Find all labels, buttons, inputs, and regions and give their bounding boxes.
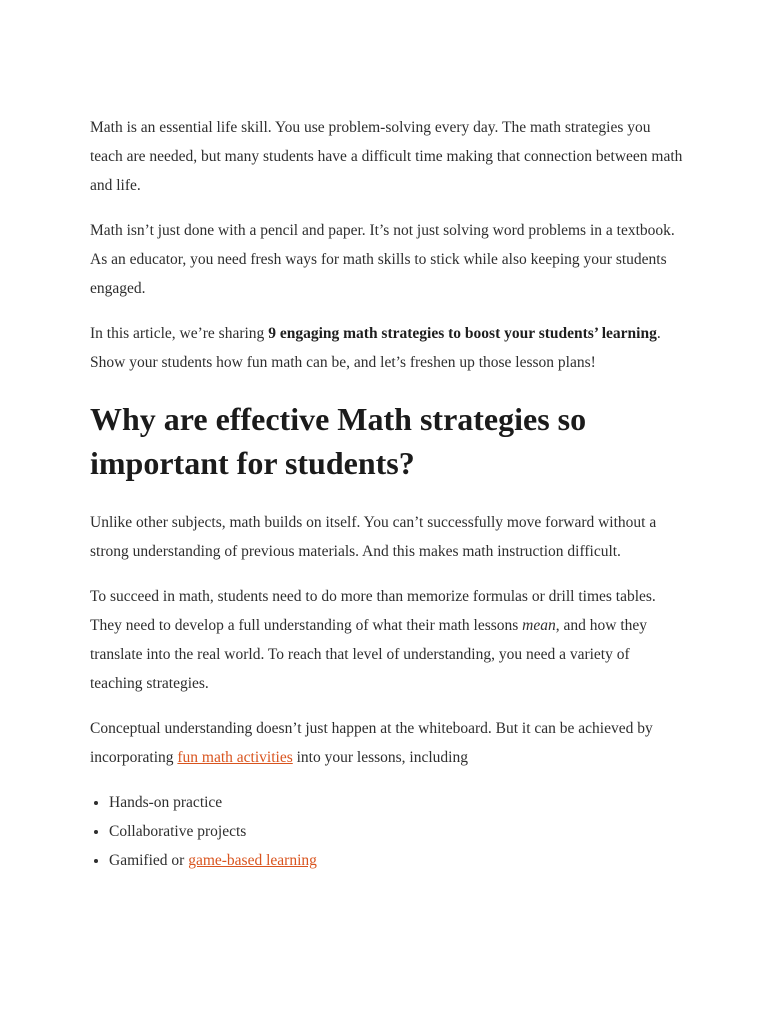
builds-on-itself-paragraph (90, 508, 686, 566)
conceptual-understanding-paragraph (90, 714, 686, 772)
list-item-text: Hands-on practice (109, 794, 223, 811)
conceptual-text-before: Conceptual understanding doesn’t just happen at the whiteboard. But it can be achieved by incorporating (90, 720, 653, 766)
list-item (109, 817, 686, 846)
succeed-in-math-paragraph (90, 582, 686, 698)
fun-math-activities-link[interactable]: fun math activities (177, 749, 293, 766)
builds-on-itself-text: Unlike other subjects, math builds on itself. You can’t successfully move forward without a strong understanding of previous materials. And this makes math instruction difficult. (90, 514, 657, 560)
conceptual-text-after: into your lessons, including (292, 749, 468, 766)
intro-text: Math is an essential life skill. You use problem-solving every day. The math strategies you teach are needed, but many students have a difficult time making that connection between math and life. (90, 119, 683, 194)
activities-list (90, 788, 686, 875)
intro-paragraph (90, 113, 686, 200)
summary-text-before: In this article, we’re sharing (90, 325, 269, 342)
pencil-paper-paragraph (90, 216, 686, 303)
list-item (109, 788, 686, 817)
summary-text-after: . Show your students how fun math can be, and let’s freshen up those lesson plans! (90, 325, 661, 371)
pencil-paper-text: Math isn’t just done with a pencil and paper. It’s not just solving word problems in a textbook. As an educator, you need fresh ways for math skills to stick while also keeping your students engaged. (90, 222, 675, 297)
section-heading: Why are effective Math strategies so important for students? (90, 401, 587, 481)
list-item-text: Collaborative projects (109, 823, 247, 840)
summary-bold-text: 9 engaging math strategies to boost your students’ learning (268, 325, 657, 342)
list-item (109, 846, 686, 875)
list-item-text: Gamified or (109, 852, 189, 869)
article-summary-paragraph (90, 319, 686, 377)
succeed-text-after: , and how they translate into the real world. To reach that level of understanding, you need a variety of teaching strategies. (90, 617, 648, 692)
succeed-italic-text: mean (522, 617, 556, 634)
game-based-learning-link[interactable]: game-based learning (188, 852, 317, 869)
succeed-text-before: To succeed in math, students need to do more than memorize formulas or drill times tables. They need to develop a full understanding of what their math lessons (90, 588, 656, 634)
